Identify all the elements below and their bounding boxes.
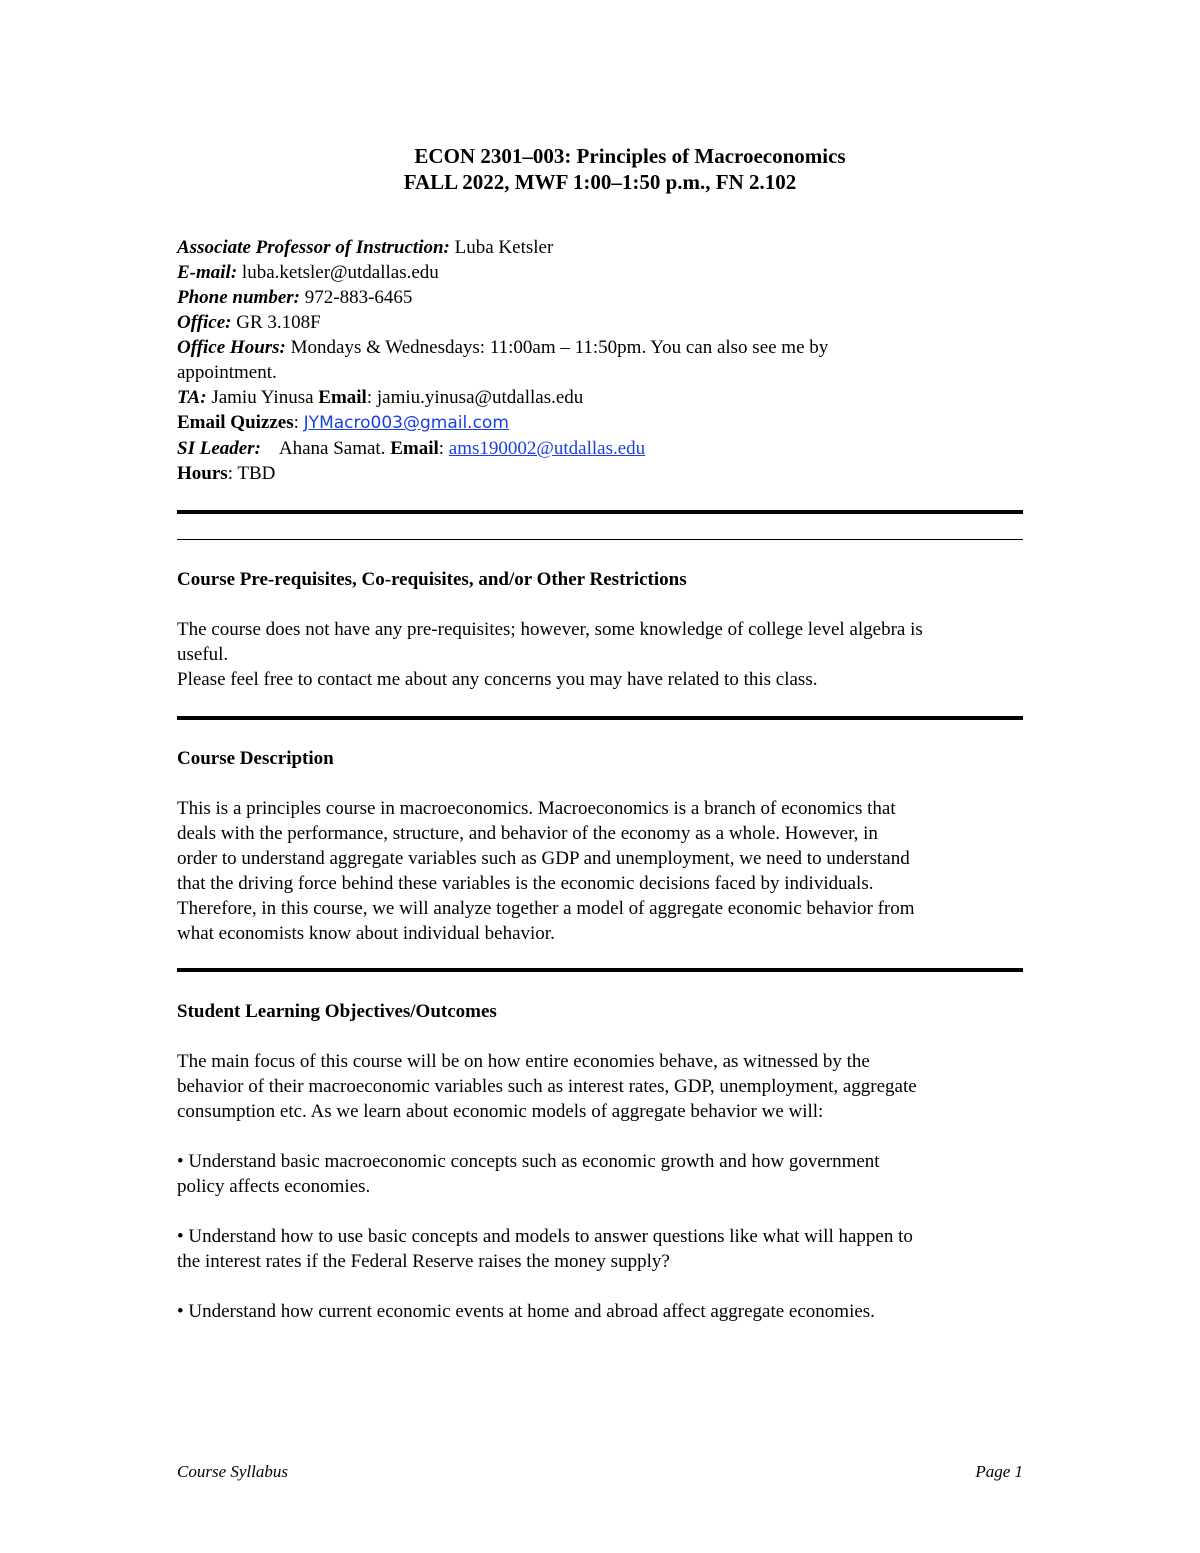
- office-label: Office:: [177, 312, 232, 333]
- description-line-4: that the driving force behind these variables is the economic decisions faced by individuals.: [177, 873, 874, 894]
- description-line-5: Therefore, in this course, we will analyze together a model of aggregate economic behavior from: [177, 898, 915, 919]
- footer-course-syllabus: Course Syllabus: [177, 1462, 288, 1481]
- office-hours-value: Mondays & Wednesdays: 11:00am – 11:50pm. You can also see me by: [285, 337, 829, 358]
- prerequisites-line-1: The course does not have any pre-requisites; however, some knowledge of college level algebra is: [177, 619, 923, 640]
- description-line-2: deals with the performance, structure, and behavior of the economy as a whole. However, in: [177, 823, 878, 844]
- si-email-link[interactable]: ams190002@utdallas.edu: [448, 438, 646, 459]
- ta-label: TA:: [177, 387, 207, 408]
- office-row: [177, 310, 1023, 335]
- instructor-info: [177, 235, 1023, 486]
- description-line-3: order to understand aggregate variables such as GDP and unemployment, we need to understand: [177, 848, 910, 869]
- phone-value: 972-883-6465: [300, 287, 413, 308]
- divider-thick-3: [177, 968, 1023, 972]
- quiz-email-link[interactable]: JYMacro003@gmail.com: [303, 413, 509, 433]
- objectives-intro-line-1: The main focus of this course will be on how entire economies behave, as witnessed by the: [177, 1051, 870, 1072]
- objectives-section: [177, 999, 1023, 1324]
- description-heading: Course Description: [177, 748, 334, 769]
- office-value: GR 3.108F: [231, 312, 321, 333]
- objective-bullet-2-line-1: • Understand how to use basic concepts and models to answer questions like what will happen to: [177, 1226, 913, 1247]
- objectives-heading: Student Learning Objectives/Outcomes: [177, 1001, 497, 1022]
- prerequisites-heading: Course Pre-requisites, Co-requisites, and/or Other Restrictions: [177, 569, 687, 590]
- description-line-6: what economists know about individual behavior.: [177, 923, 555, 944]
- quiz-email-label: Email Quizzes: [177, 412, 294, 433]
- si-leader-label: SI Leader:: [177, 438, 261, 459]
- professor-label: Associate Professor of Instruction:: [177, 237, 450, 258]
- course-term-line: FALL 2022, MWF 1:00–1:50 p.m., FN 2.102: [403, 170, 797, 194]
- description-line-1: This is a principles course in macroeconomics. Macroeconomics is a branch of economics that: [177, 798, 896, 819]
- email-value: luba.ketsler@utdallas.edu: [237, 262, 439, 283]
- prerequisites-line-3: Please feel free to contact me about any concerns you may have related to this class.: [177, 669, 818, 690]
- email-label: E-mail:: [177, 262, 238, 283]
- prerequisites-line-2: useful.: [177, 644, 229, 665]
- si-hours-label: Hours: [177, 463, 228, 484]
- divider-thick-1: [177, 510, 1023, 514]
- ta-email-label: Email: [318, 387, 367, 408]
- prerequisites-section: [177, 567, 1023, 692]
- divider-thick-2: [177, 716, 1023, 720]
- description-section: [177, 746, 1023, 946]
- si-leader-name: Ahana Samat.: [260, 438, 391, 459]
- phone-label: Phone number:: [177, 287, 300, 308]
- objectives-intro-line-3: consumption etc. As we learn about economic models of aggregate behavior we will:: [177, 1101, 824, 1122]
- si-email-sep: :: [438, 438, 449, 459]
- quiz-email-row: [177, 410, 1023, 436]
- si-leader-row: [177, 436, 1023, 461]
- ta-row: [177, 385, 1023, 410]
- course-title: ECON 2301–003: Principles of Macroeconomics: [414, 144, 846, 168]
- objective-bullet-1-line-2: policy affects economies.: [177, 1176, 371, 1197]
- ta-name: Jamiu Yinusa: [206, 387, 319, 408]
- ta-email-value: : jamiu.yinusa@utdallas.edu: [366, 387, 584, 408]
- objective-bullet-3-line-1: • Understand how current economic events at home and abroad affect aggregate economies.: [177, 1301, 875, 1322]
- professor-row: [177, 235, 1023, 260]
- divider-thin-1: [177, 539, 1023, 540]
- office-hours-label: Office Hours:: [177, 337, 286, 358]
- objectives-intro-line-2: behavior of their macroeconomic variables such as interest rates, GDP, unemployment, aggregate: [177, 1076, 917, 1097]
- email-row: [177, 260, 1023, 285]
- office-hours-continuation: appointment.: [177, 362, 277, 383]
- si-hours-value: : TBD: [227, 463, 276, 484]
- objective-bullet-1-line-1: • Understand basic macroeconomic concepts such as economic growth and how government: [177, 1151, 880, 1172]
- si-hours-row: [177, 461, 1023, 486]
- professor-name: Luba Ketsler: [449, 237, 554, 258]
- office-hours-row: [177, 335, 1023, 360]
- footer-page-number: Page 1: [975, 1462, 1023, 1481]
- si-email-label: Email: [390, 438, 439, 459]
- quiz-email-sep: :: [293, 412, 304, 433]
- objective-bullet-2-line-2: the interest rates if the Federal Reserve raises the money supply?: [177, 1251, 670, 1272]
- phone-row: [177, 285, 1023, 310]
